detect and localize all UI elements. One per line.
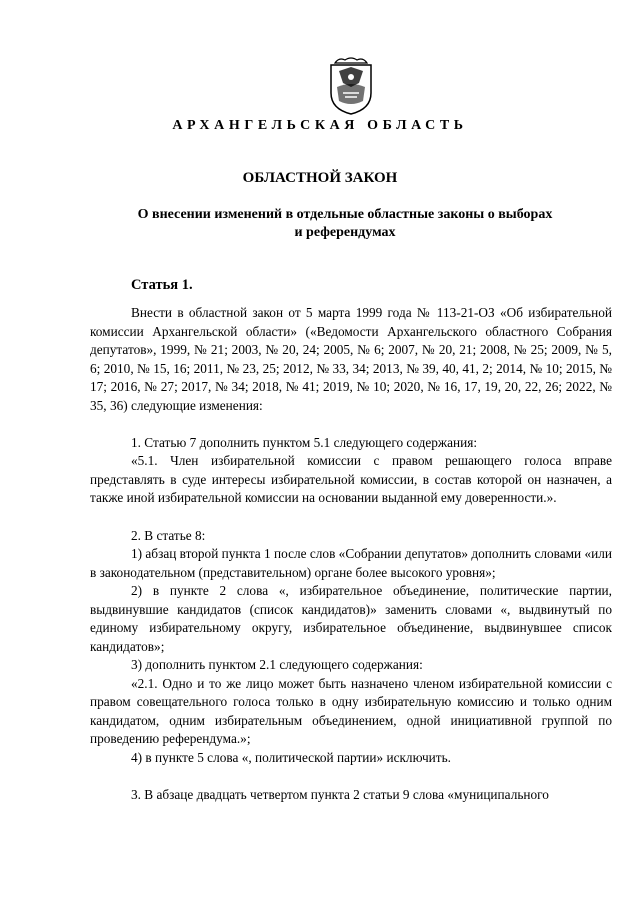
item-2-subitem-3-quote: «2.1. Одно и то же лицо может быть назначено членом избирательной комиссии с правом совещательного голоса только в одну избирательную комиссию и только одним кандидатом, одним избирательным объединением, одной инициативной группой по проведению референдума.»; (90, 675, 612, 746)
item-2-subitem-2: 2) в пункте 2 слова «, избирательное объединение, политические партии, выдвинувшие кандидатов (список кандидатов)» заменить словами «, выдвинутый по единому избирательному округу, избирательное объединение, выдвинувшее список кандидатов»; (90, 583, 612, 654)
article-intro: Внести в областной закон от 5 марта 1999 года № 113-21-ОЗ «Об избирательной комиссии Архангельской области» («Ведомости Архангельского областного Собрания депутатов», 1999, № 21; 2003, № 20, 24; 2005, № 6; 2007, № 20, 21; 2008, № 25; 2009, № 5, 6; 2010, № 15, 16; 2011, № 23, 25; 2012, № 33, 34; 2013, № 39, 40, 41, 2; 2014, № 10; 2015, № 17; 2016, № 27; 2017, № 34; 2018, № 41; 2019, № 10; 2020, № 16, 17, 19, 20, 22, 26; 2022, № 35, 36) следующие изменения: (90, 305, 612, 413)
region-heading: АРХАНГЕЛЬСКАЯ ОБЛАСТЬ (172, 118, 468, 133)
law-title-line-2: и референдумах (294, 225, 396, 240)
item-2-subitem-3: 3) дополнить пунктом 2.1 следующего содержания: (131, 657, 423, 672)
coat-of-arms-emblem (329, 57, 373, 115)
item-2: 2. В статье 8: (131, 527, 206, 543)
paragraph-spacer (90, 508, 612, 527)
article-body (90, 304, 612, 804)
item-2-subitem-1: 1) абзац второй пункта 1 после слов «Собрании депутатов» дополнить словами «или в законодательном (представительном) органе более высокого уровня»; (90, 546, 612, 580)
paragraph-spacer (90, 415, 612, 434)
item-2-subitem-4: 4) в пункте 5 слова «, политической партии» исключить. (131, 749, 452, 765)
document-type: ОБЛАСТНОЙ ЗАКОН (242, 170, 398, 186)
law-title-line-1: О внесении изменений в отдельные областные законы о выборах (137, 207, 553, 222)
item-1-quote: «5.1. Член избирательной комиссии с правом решающего голоса вправе представлять в суде интересы избирательной комиссии, в состав которой он назначен, а также иной избирательной комиссии на основании выданной ему доверенности.». (90, 453, 612, 505)
law-title (110, 206, 580, 242)
item-1: 1. Статью 7 дополнить пунктом 5.1 следующего содержания: (131, 434, 478, 450)
item-3: 3. В абзаце двадцать четвертом пункта 2 статьи 9 слова «муниципального (131, 786, 549, 802)
article-heading: Статья 1. (131, 277, 193, 293)
paragraph-spacer (90, 767, 612, 786)
